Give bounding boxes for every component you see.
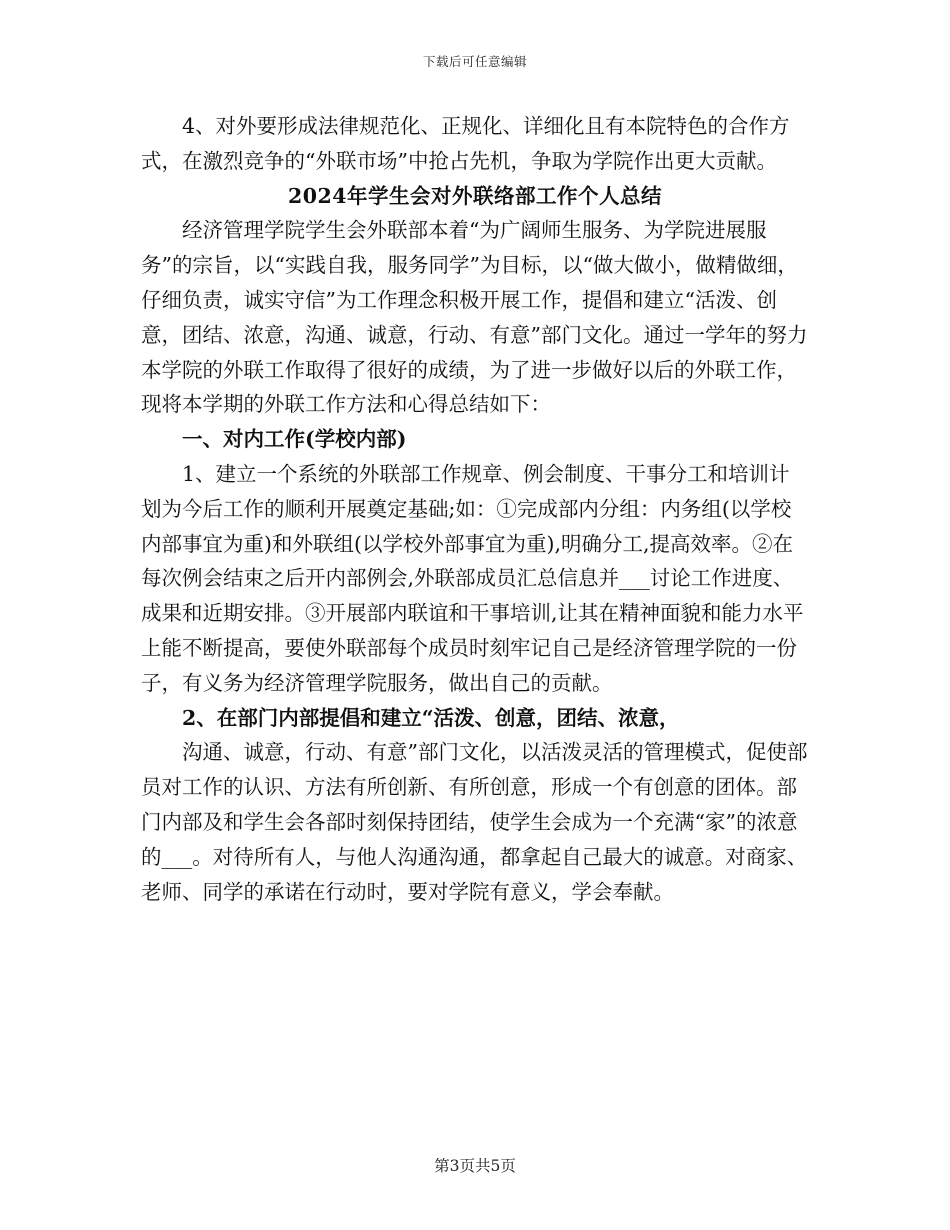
document-title: 2024年学生会对外联络部工作个人总结 <box>287 183 663 208</box>
paragraph-cooperation-method: 4、对外要形成法律规范化、正规化、详细化且有本院特色的合作方式，在激烈竞争的“外联市场”中抢占先机，争取为学院作出更大贡献。 <box>141 114 790 173</box>
page-header-note: 下载后可任意编辑 <box>422 54 527 69</box>
document-body <box>141 109 809 909</box>
section-heading-internal-work: 一、对内工作(学校内部) <box>182 427 407 452</box>
paragraph-department-culture: 沟通、诚意，行动、有意”部门文化，以活泼灵活的管理模式，促使部员对工作的认识、方法有所创新、有所创意，形成一个有创意的团体。部门内部及和学生会各部时刻保持团结，使学生会成为一个充满“家”的浓意的___。对待所有人，与他人沟通沟通，都拿起自己最大的诚意。对商家、老师、同学的承诺在行动时，要对学院有意义，学会奉献。 <box>141 740 808 904</box>
paragraph-internal-rules: 1、建立一个系统的外联部工作规章、例会制度、干事分工和培训计划为今后工作的顺利开展奠定基础;如：①完成部内分组：内务组(以学校内部事宜为重)和外联组(以学校外部事宜为重),明确分工,提高效率。②在每次例会结束之后开内部例会,外联部成员汇总信息并___讨论工作进度、成果和近期安排。③开展部内联谊和干事培训,让其在精神面貌和能力水平上能不断提高，要使外联部每个成员时刻牢记自己是经济管理学院的一份子，有义务为经济管理学院服务，做出自己的贡献。 <box>141 461 804 695</box>
section-heading-department-culture: 2、在部门内部提倡和建立“活泼、创意，团结、浓意， <box>182 705 680 730</box>
paragraph-intro: 经济管理学院学生会外联部本着“为广阔师生服务、为学院进展服务”的宗旨，以“实践自我，服务同学”为目标，以“做大做小，做精做细，仔细负责，诚实守信”为工作理念积极开展工作，提倡和建立“活泼、创意，团结、浓意，沟通、诚意，行动、有意”部门文化。通过一学年的努力本学院的外联工作取得了很好的成绩，为了进一步做好以后的外联工作，现将本学期的外联工作方法和心得总结如下： <box>141 218 808 417</box>
page-number: 第3页共5页 <box>434 1157 516 1175</box>
